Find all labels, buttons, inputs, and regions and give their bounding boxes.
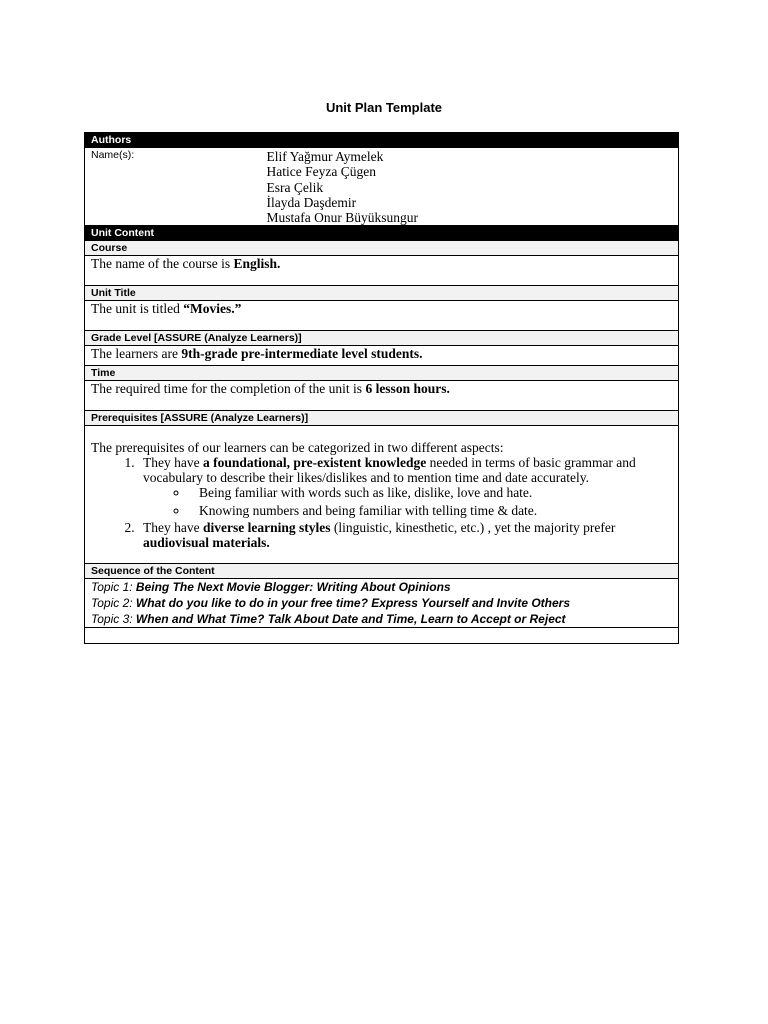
time-prefix: The required time for the completion of the unit is (91, 381, 366, 397)
topic-title: When and What Time? Talk About Date and Time, Learn to Accept or Reject (135, 612, 566, 627)
prerequisites-label: Prerequisites [ASSURE (Analyze Learners)] (85, 411, 679, 426)
grade-level-row (85, 346, 679, 366)
time-value: 6 lesson hours. (365, 381, 450, 397)
author-names (261, 148, 679, 226)
grade-level-label-row (85, 331, 679, 346)
author-name: Esra Çelik (266, 179, 324, 195)
grade-level-prefix: The learners are (91, 346, 182, 362)
item-bold: audiovisual materials. (143, 535, 270, 551)
author-name: Mustafa Onur Büyüksungur (266, 210, 418, 226)
sequence-row (85, 579, 679, 628)
time-label: Time (85, 366, 679, 381)
grade-level-value: 9th-grade pre-intermediate level students. (181, 346, 423, 362)
time-text (85, 381, 679, 411)
prerequisites-label-row (85, 411, 679, 426)
item-text: They have (143, 455, 203, 471)
sub-list-item: ◦ Knowing numbers and being familiar with telling time & date. (189, 503, 672, 518)
unit-content-header: Unit Content (85, 226, 679, 241)
prerequisites-text (85, 426, 679, 564)
item-bold: a foundational, pre-existent knowledge (202, 455, 427, 471)
unit-title-row (85, 301, 679, 331)
sequence-label: Sequence of the Content (85, 564, 679, 579)
topic-title: What do you like to do in your free time? Express Yourself and Invite Others (135, 596, 571, 611)
sequence-topics (85, 579, 679, 628)
prerequisites-intro: The prerequisites of our learners can be categorized in two different aspects: (91, 440, 504, 456)
sequence-label-row (85, 564, 679, 579)
topic-label: Topic 2: (91, 596, 136, 611)
course-text (85, 256, 679, 286)
topic-label: Topic 3: (91, 612, 136, 627)
names-label: Name(s): (85, 148, 261, 226)
unit-title-label-row (85, 286, 679, 301)
course-label-row (85, 241, 679, 256)
item-text: (linguistic, kinesthetic, etc.) , yet the majority prefer (330, 520, 616, 536)
prerequisites-row (85, 426, 679, 564)
author-name: İlayda Daşdemir (266, 194, 357, 210)
prerequisites-list (91, 455, 672, 550)
unit-title-prefix: The unit is titled (91, 301, 184, 317)
course-label: Course (85, 241, 679, 256)
topic-label: Topic 1: (91, 580, 136, 595)
course-value: English. (233, 256, 281, 272)
unit-plan-table (84, 132, 679, 644)
authors-row (85, 148, 679, 226)
grade-level-label: Grade Level [ASSURE (Analyze Learners)] (85, 331, 679, 346)
unit-title-value: “Movies.” (183, 301, 242, 317)
topic-item (91, 611, 672, 627)
author-name: Elif Yağmur Aymelek (266, 149, 384, 164)
sub-list (143, 485, 672, 518)
item-text: needed in terms of basic grammar and vocabulary to describe their likes/dislikes and to mention time and date accurately. (143, 455, 636, 486)
list-item (138, 455, 672, 518)
topic-item (91, 579, 672, 595)
grade-level-text (85, 346, 679, 366)
course-row (85, 256, 679, 286)
page-title: Unit Plan Template (325, 100, 443, 115)
empty-cell (85, 628, 679, 644)
unit-title-label: Unit Title (85, 286, 679, 301)
authors-header-row (85, 133, 679, 148)
unit-content-header-row (85, 226, 679, 241)
time-label-row (85, 366, 679, 381)
course-prefix: The name of the course is (91, 256, 234, 272)
unit-title-text (85, 301, 679, 331)
empty-row (85, 628, 679, 644)
author-name: Hatice Feyza Çügen (266, 164, 376, 180)
sub-list-item: ◦ Being familiar with words such as like, dislike, love and hate. (189, 485, 672, 500)
item-text: They have (143, 520, 203, 536)
item-bold: diverse learning styles (202, 520, 331, 536)
list-item (138, 520, 672, 550)
authors-header: Authors (85, 133, 679, 148)
topic-item (91, 595, 672, 611)
topic-title: Being The Next Movie Blogger: Writing About Opinions (135, 580, 451, 595)
time-row (85, 381, 679, 411)
